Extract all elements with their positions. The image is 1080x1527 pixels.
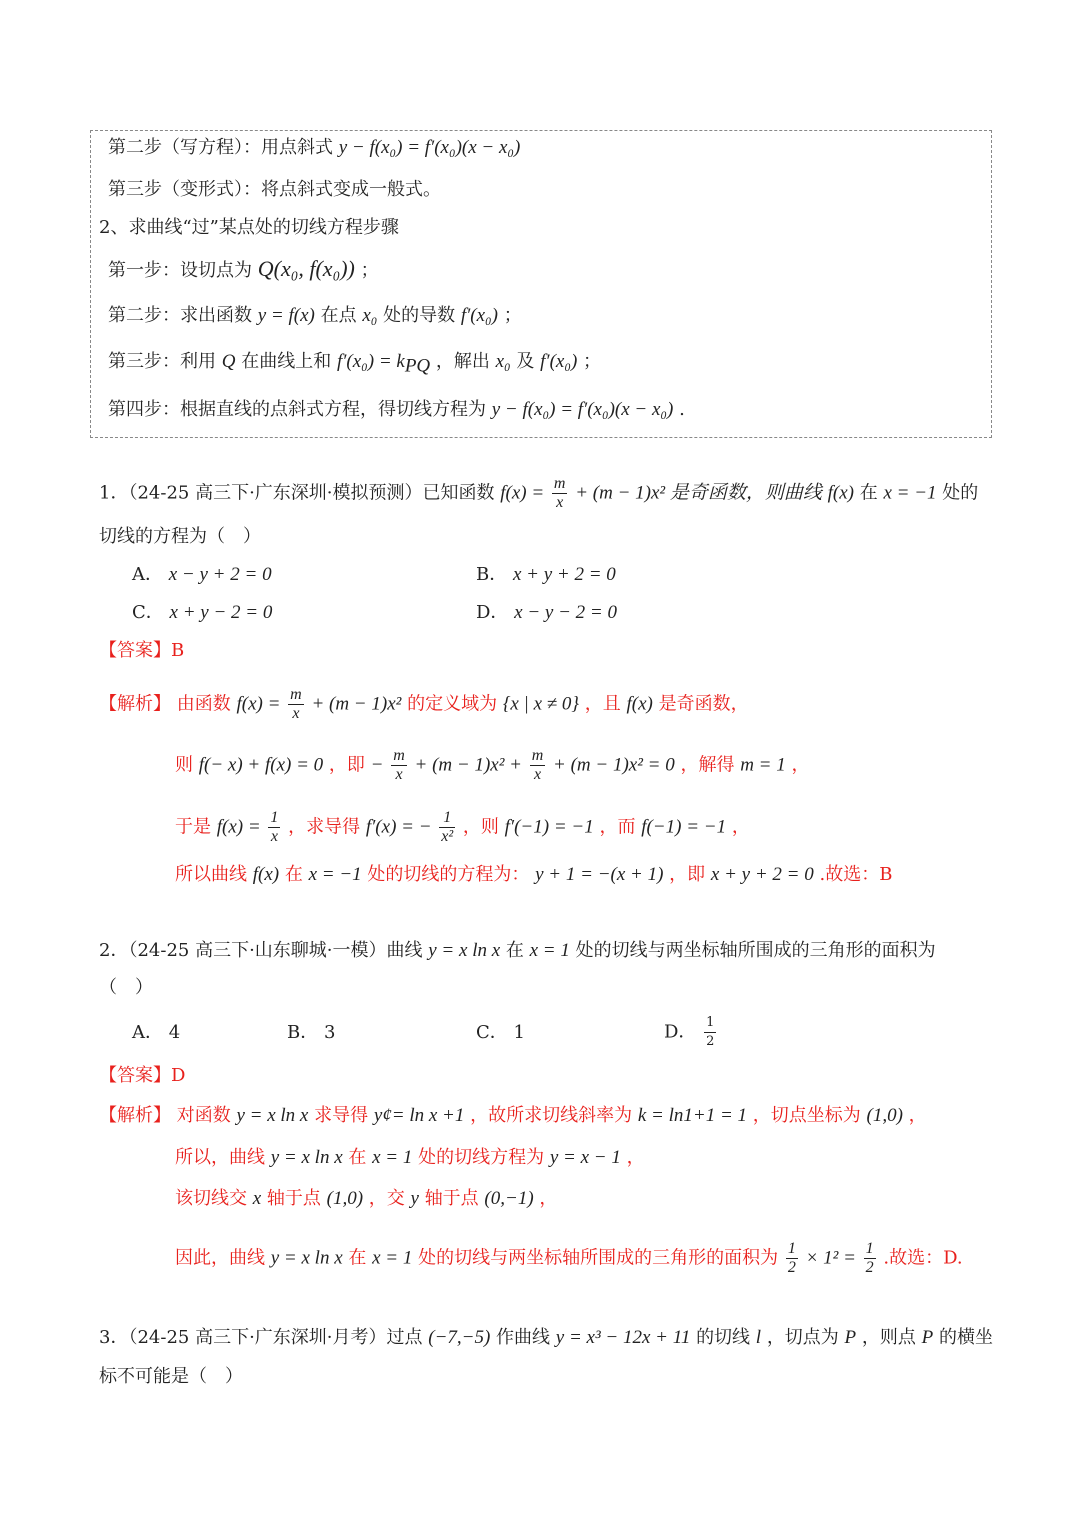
q1-a1-a: 由函数 [176, 693, 231, 715]
s3-a: 第三步：利用 [108, 351, 216, 372]
q1-f2: f(x) [827, 482, 854, 504]
q1-a3-c: ，则 [462, 816, 499, 838]
q1-a2-f2a: − [370, 754, 384, 776]
q2-option-a-value: 4 [168, 1022, 181, 1043]
q2-answer-value: D [171, 1065, 186, 1086]
q2-option-d-label: D． [664, 1021, 697, 1043]
box-s1 [108, 256, 379, 284]
q2-option-b-label: B． [287, 1022, 319, 1043]
q2-option-b-value: 3 [323, 1022, 336, 1043]
q1-f-lhs: f(x) = [500, 482, 545, 504]
q1-a2-n2: m [531, 747, 544, 764]
q1-option-c [132, 600, 272, 626]
q1-a2-f2b: + (m − 1)x² + [414, 754, 522, 776]
q1-a3-a: 于是 [175, 816, 211, 838]
q1-a3-f3: f′(−1) = −1 [504, 816, 594, 838]
q2-option-a [132, 1020, 180, 1046]
q1-a2-f1: f(− x) + f(x) = 0 [198, 754, 324, 776]
q1-a4-f4: x + y + 2 = 0 [710, 864, 814, 885]
q2-option-b [287, 1020, 335, 1046]
q2-a1-end: ， [908, 1105, 927, 1126]
step2-formula: y − f(x₀) = f′(x₀)(x − x₀) [338, 137, 521, 158]
q3-f5: P [921, 1327, 934, 1348]
q1-frac-n: m [553, 475, 566, 492]
q1-frac [552, 475, 568, 512]
q1-a4-f1: f(x) [252, 864, 280, 885]
q2-a4-d2: 2 [865, 1259, 874, 1276]
q2-option-d-d: 2 [706, 1034, 715, 1049]
q1-a2-frac2 [530, 747, 546, 784]
q2-a1-a: 对函数 [176, 1105, 231, 1126]
q1-analysis-4 [175, 862, 892, 888]
s3-f2: f′(x₀) = k [336, 351, 405, 372]
q2-answer-tag: 【答案】 [99, 1065, 171, 1086]
q2-a2-f1: y = x ln x [270, 1147, 343, 1168]
q2-a4-f3: × 1² = [805, 1247, 856, 1269]
q3-f3: l [755, 1327, 762, 1348]
q1-a3-n2: 1 [439, 809, 455, 828]
q1-a2-n1: m [393, 747, 405, 764]
q1-a3-frac2 [439, 809, 455, 846]
q1-a1-n: m [290, 686, 302, 703]
q1-analysis-2 [175, 747, 809, 784]
q1-a4-b: 在 [284, 864, 303, 885]
q2-stem-b: 在 [505, 940, 524, 961]
q2-option-c-value: 1 [513, 1022, 525, 1043]
q2-a3-c: ，交 [368, 1188, 405, 1209]
q2-a3-d: 轴于点 [424, 1188, 479, 1209]
q1-a1-f3: {x | x ≠ 0} [502, 693, 580, 715]
q1-a1-d: x [292, 705, 300, 722]
q3-stem [99, 1325, 993, 1351]
q2-a2-c: 处的切线方程为 [418, 1147, 545, 1168]
q2-option-d-frac [704, 1014, 716, 1051]
q1-frac-d: x [556, 494, 564, 511]
s2-f2: x₀ [362, 305, 378, 326]
q1-a4-f2: x = −1 [308, 864, 362, 885]
s2-c: 处的导数 [383, 305, 456, 326]
q2-a4-f2: x = 1 [372, 1247, 413, 1269]
s3-end: ； [583, 351, 602, 372]
q2-a4-e: .故选：D. [883, 1247, 963, 1269]
q1-stem-b: 在 [859, 482, 878, 504]
q1-option-c-value: x + y − 2 = 0 [169, 602, 273, 623]
q2-a1-f3: k = ln1+1 = 1 [637, 1105, 748, 1126]
q1-a3-frac1 [268, 809, 280, 846]
q2-a1-f1: y = x ln x [236, 1105, 309, 1126]
q3-stem-d: ，切点为 [766, 1327, 839, 1348]
q1-stem-c: 处的 [942, 482, 979, 504]
q1-a3-d: ，而 [599, 816, 636, 838]
q2-analysis-1 [99, 1103, 927, 1129]
q2-a4-frac1 [786, 1240, 798, 1277]
q1-option-b-value: x + y + 2 = 0 [512, 564, 616, 585]
q1-option-c-label: C． [132, 602, 164, 623]
q1-a2-frac1 [391, 747, 407, 784]
q1-analysis-tag: 【解析】 [99, 693, 171, 715]
s3-d: 及 [516, 351, 535, 372]
q1-analysis-1 [99, 686, 749, 723]
q2-analysis-tag: 【解析】 [99, 1105, 171, 1126]
q1-a3-d2: x² [441, 828, 454, 845]
q1-option-a [132, 562, 272, 588]
q1-a3-n1: 1 [270, 809, 279, 826]
q2-option-a-label: A． [132, 1022, 163, 1043]
q1-a3-b: ，求导得 [288, 816, 361, 838]
q1-f3: x = −1 [883, 482, 937, 504]
q1-a2-d2: x [533, 766, 542, 783]
q2-a1-d: ，切点坐标为 [752, 1105, 861, 1126]
s2-a: 第二步：求出函数 [108, 305, 252, 326]
q2-a2-b: 在 [348, 1147, 367, 1168]
q1-a1-e: 是奇函数， [658, 693, 749, 715]
q1-option-d-label: D． [476, 602, 509, 623]
q2-a3-f4: (0,−1) [484, 1188, 534, 1209]
q1-a4-f3: y + 1 = −(x + 1) [535, 864, 664, 885]
q3-stem-b: 作曲线 [496, 1327, 551, 1348]
q2-analysis-2 [175, 1145, 645, 1171]
q3-stem-a: 3．（24-25 高三下·广东深圳·月考）过点 [99, 1327, 423, 1348]
q2-option-d-n: 1 [704, 1014, 716, 1033]
q1-a4-c: 处的切线的方程为： [367, 864, 530, 885]
q3-stem-e: ，则点 [861, 1327, 916, 1348]
q2-f2: x = 1 [529, 940, 570, 961]
q2-analysis-3 [175, 1186, 557, 1212]
q2-a2-f3: y = x − 1 [549, 1147, 621, 1168]
q1-option-a-value: x − y + 2 = 0 [168, 564, 272, 585]
q3-f1: (−7,−5) [428, 1327, 491, 1348]
q2-a3-b: 轴于点 [266, 1188, 321, 1209]
q1-a3-end: ， [731, 816, 750, 838]
q1-a3-d1: x [270, 828, 278, 845]
q1-a2-d1: x [395, 766, 403, 783]
q1-a3-f2: f′(x) = − [365, 816, 432, 838]
q2-a1-c: ，故所求切线斜率为 [470, 1105, 633, 1126]
s2-f3: f′(x₀) [460, 305, 498, 326]
q1-answer [99, 638, 184, 664]
q2-a4-n2: 1 [865, 1240, 874, 1257]
q2-stem-a: 2．（24-25 高三下·山东聊城·一模）曲线 [99, 940, 423, 961]
s1-formula: Q(x₀, f(x₀)) [257, 256, 355, 281]
q2-a4-f1: y = x ln x [270, 1247, 343, 1269]
q3-stem-line2: 标不可能是（ ） [99, 1366, 243, 1387]
q1-a1-f4: f(x) [626, 693, 653, 715]
box-step3: 第三步（变形式）：将点斜式变成一般式。 [108, 179, 441, 200]
q1-option-a-label: A． [132, 564, 163, 585]
q1-stem-line2: 切线的方程为（ ） [99, 526, 261, 547]
q1-a1-frac [288, 686, 304, 723]
box-step2 [108, 135, 520, 161]
q1-a1-f1: f(x) = [236, 693, 281, 715]
q1-answer-value: B [171, 640, 185, 661]
box-s4 [108, 397, 685, 423]
s4-a: 第四步：根据直线的点斜式方程，得切线方程为 [108, 399, 486, 420]
q3-stem-f: 的横坐 [938, 1327, 993, 1348]
q2-option-c [476, 1020, 525, 1046]
q2-a4-n1: 1 [787, 1240, 796, 1257]
q3-stem-c: 的切线 [696, 1327, 751, 1348]
s3-f1: Q [221, 351, 236, 372]
q2-analysis-4 [175, 1240, 963, 1277]
q2-stem-line2: （ ） [99, 977, 153, 998]
q2-a4-c: 处的切线与两坐标轴所围成的三角形的面积为 [418, 1247, 779, 1269]
q3-f4: P [844, 1327, 857, 1348]
box-s3 [108, 349, 601, 380]
s1-end: ； [360, 260, 379, 281]
q2-f1: y = x ln x [428, 940, 501, 961]
q2-option-c-label: C． [476, 1022, 508, 1043]
q2-a4-frac2 [864, 1240, 876, 1277]
s3-sub: PQ [404, 355, 431, 377]
q1-a2-b: ，即 [328, 754, 365, 776]
q1-analysis-3 [175, 809, 750, 846]
q1-stem-a: 1．（24-25 高三下·广东深圳·模拟预测）已知函数 [99, 482, 495, 504]
s3-f4: f′(x₀) [540, 351, 578, 372]
q2-answer [99, 1063, 185, 1089]
s3-c: ，解出 [435, 351, 490, 372]
q1-option-b-label: B． [476, 564, 508, 585]
q1-answer-tag: 【答案】 [99, 640, 171, 661]
s1-text: 第一步：设切点为 [108, 260, 252, 281]
q1-a2-c: ，解得 [680, 754, 735, 776]
s2-f1: y = f(x) [257, 305, 315, 326]
q2-a1-f4: (1,0) [866, 1105, 903, 1126]
s2-b: 在点 [320, 305, 357, 326]
q2-a3-f2: (1,0) [326, 1188, 364, 1209]
q1-a3-f1: f(x) = [216, 816, 261, 838]
q1-a3-f4: f(−1) = −1 [641, 816, 727, 838]
q1-a2-f2c: + (m − 1)x² = 0 [553, 754, 675, 776]
s4-end: . [679, 399, 685, 420]
q1-f-rhs: + (m − 1)x² 是奇函数，则曲线 [575, 482, 822, 504]
q2-option-d [664, 1014, 718, 1051]
q2-a4-d1: 2 [787, 1259, 796, 1276]
q1-a4-e: .故选：B [819, 864, 893, 885]
q2-a3-end: ， [539, 1188, 558, 1209]
s4-f1: y − f(x₀) = f′(x₀)(x − x₀) [491, 399, 674, 420]
q1-option-d-value: x − y − 2 = 0 [514, 602, 618, 623]
q2-a3-a: 该切线交 [175, 1188, 247, 1209]
q1-stem [99, 475, 978, 512]
s3-b: 在曲线上和 [241, 351, 332, 372]
q1-option-b [476, 562, 616, 588]
q2-a2-a: 所以，曲线 [175, 1147, 265, 1168]
s2-end: ； [503, 305, 522, 326]
q3-f2: y = x³ − 12x + 11 [555, 1327, 691, 1348]
q2-stem [99, 938, 936, 964]
q1-a4-d: ，即 [669, 864, 706, 885]
q2-a3-f3: y [410, 1188, 419, 1209]
q1-a1-f2: + (m − 1)x² [311, 693, 402, 715]
q2-a1-b: 求导得 [314, 1105, 369, 1126]
q2-stem-c: 处的切线与两坐标轴所围成的三角形的面积为 [575, 940, 936, 961]
q2-a4-b: 在 [348, 1247, 367, 1269]
q1-a1-c: ，且 [584, 693, 621, 715]
q1-a2-a: 则 [175, 754, 193, 776]
step2-label: 第二步（写方程）：用点斜式 [108, 137, 333, 158]
s3-f3: x₀ [495, 351, 511, 372]
box-s2 [108, 303, 522, 329]
q1-a2-end: ， [791, 754, 810, 776]
q1-a4-a: 所以曲线 [175, 864, 247, 885]
q2-a4-a: 因此，曲线 [175, 1247, 265, 1269]
q1-a1-b: 的定义域为 [407, 693, 498, 715]
q2-a2-end: ， [626, 1147, 645, 1168]
box-heading2: 2、求曲线“过”某点处的切线方程步骤 [99, 217, 399, 238]
q1-option-d [476, 600, 617, 626]
q2-a2-f2: x = 1 [372, 1147, 413, 1168]
q2-a1-f2: y¢= ln x +1 [373, 1105, 465, 1126]
q1-a2-f3: m = 1 [740, 754, 786, 776]
q2-a3-f1: x [252, 1188, 262, 1209]
